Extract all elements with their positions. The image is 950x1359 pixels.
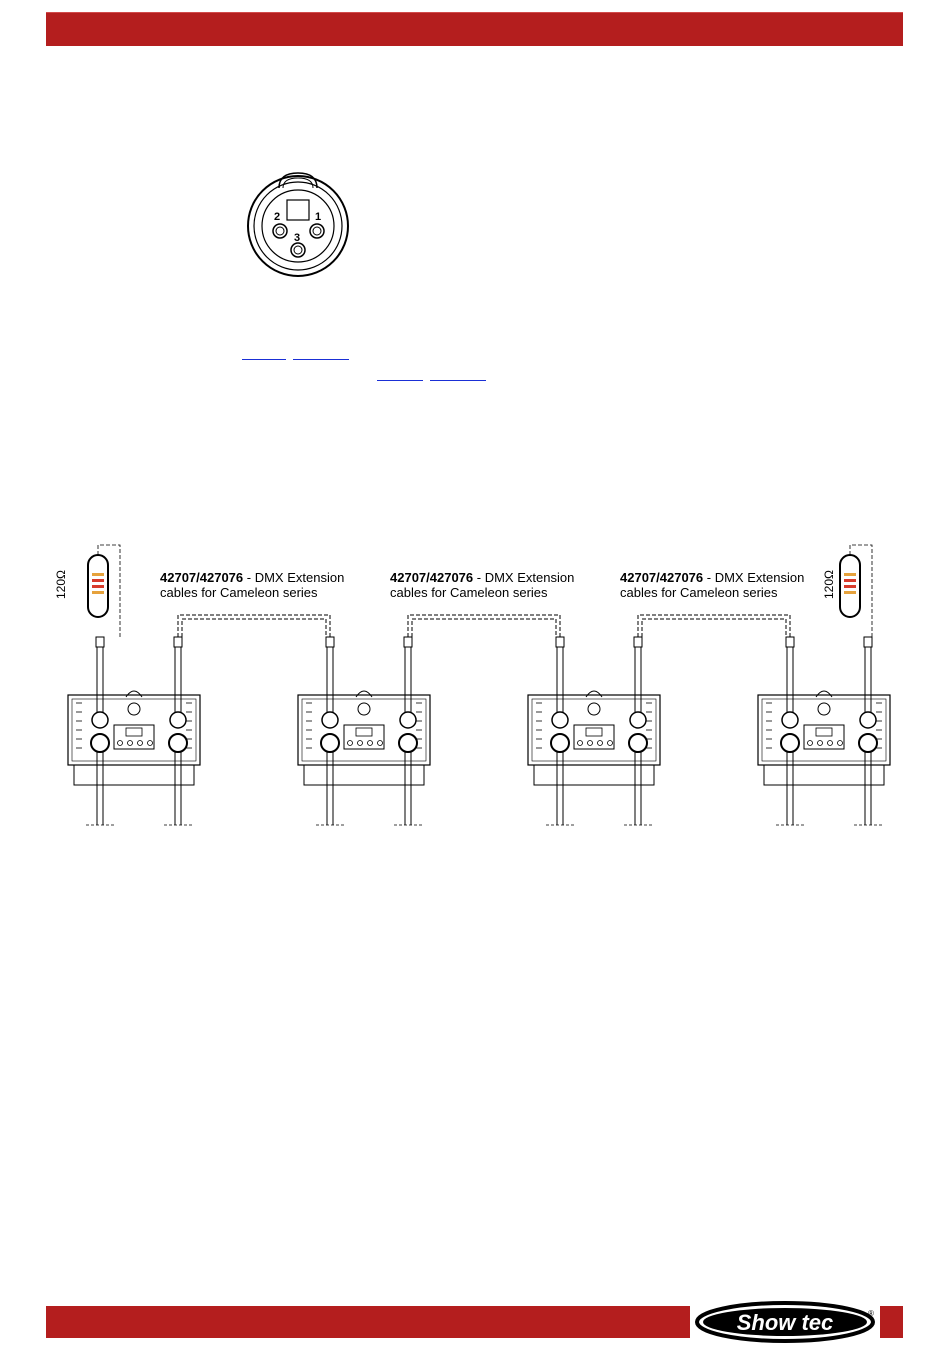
extension-cable-3 bbox=[638, 615, 790, 637]
fixture-4-power-in bbox=[781, 734, 799, 752]
fixture-3-dmx-in bbox=[552, 712, 568, 728]
extension-cable-2 bbox=[408, 615, 560, 637]
fixture-1-power-in bbox=[91, 734, 109, 752]
pin-label-3: 3 bbox=[294, 232, 301, 244]
fixture-2-dmx-out bbox=[400, 712, 416, 728]
fixture-3-power-out bbox=[629, 734, 647, 752]
fixture-4-power-out bbox=[859, 734, 877, 752]
fixture-4-xlr-plug bbox=[864, 637, 872, 647]
terminator-right-band bbox=[844, 573, 856, 576]
fixture-2-xlr-plug bbox=[404, 637, 412, 647]
extension-cable-1 bbox=[178, 615, 330, 637]
xlr-connector-figure bbox=[243, 168, 353, 280]
cable-label-2: 42707/427076 - DMX Extension cables for Cameleon series bbox=[390, 570, 575, 600]
fixture-1-dmx-out bbox=[170, 712, 186, 728]
extension-cable-2 bbox=[412, 619, 556, 637]
pin-label-1: 1 bbox=[315, 211, 322, 223]
pin-label-2: 2 bbox=[274, 211, 281, 223]
link-underline[interactable] bbox=[377, 380, 423, 381]
terminator-right-band bbox=[844, 585, 856, 588]
terminator-left-band bbox=[92, 591, 104, 594]
fixture-1-dmx-in bbox=[92, 712, 108, 728]
svg-text:®: ® bbox=[868, 1309, 874, 1318]
fixture-2-xlr-plug bbox=[326, 637, 334, 647]
fixture-3-xlr-plug bbox=[634, 637, 642, 647]
fixture-1-xlr-plug bbox=[96, 637, 104, 647]
svg-text:Show tec: Show tec bbox=[736, 1310, 834, 1335]
fixture-1-power-out bbox=[169, 734, 187, 752]
fixture-2-power-out bbox=[399, 734, 417, 752]
fixture-1-bracket bbox=[74, 765, 194, 785]
showtec-logo-icon bbox=[690, 1300, 880, 1344]
link-underline[interactable] bbox=[242, 359, 286, 360]
link-underline[interactable] bbox=[293, 359, 349, 360]
fixture-3-dmx-out bbox=[630, 712, 646, 728]
terminator-right-band bbox=[844, 579, 856, 582]
dmx-daisy-chain-diagram bbox=[40, 535, 910, 835]
header-bar bbox=[46, 12, 903, 46]
fixture-2-bracket bbox=[304, 765, 424, 785]
extension-cable-3 bbox=[642, 619, 786, 637]
fixture-3-power-in bbox=[551, 734, 569, 752]
showtec-logo bbox=[690, 1300, 880, 1344]
link-underline[interactable] bbox=[430, 380, 486, 381]
fixture-2-power-in bbox=[321, 734, 339, 752]
resistor-label-left: 120Ω bbox=[54, 570, 68, 599]
fixture-3-xlr-plug bbox=[556, 637, 564, 647]
fixture-4-xlr-plug bbox=[786, 637, 794, 647]
terminator-left-band bbox=[92, 585, 104, 588]
fixture-3-bracket bbox=[534, 765, 654, 785]
cable-label-1: 42707/427076 - DMX Extension cables for Cameleon series bbox=[160, 570, 345, 600]
fixture-4-dmx-in bbox=[782, 712, 798, 728]
terminator-right-band bbox=[844, 591, 856, 594]
fixture-4-bracket bbox=[764, 765, 884, 785]
cable-label-3: 42707/427076 - DMX Extension cables for Cameleon series bbox=[620, 570, 805, 600]
extension-cable-1 bbox=[182, 619, 326, 637]
fixture-1-xlr-plug bbox=[174, 637, 182, 647]
terminator-left-band bbox=[92, 579, 104, 582]
fixture-4-dmx-out bbox=[860, 712, 876, 728]
resistor-label-right: 120Ω bbox=[822, 570, 836, 599]
fixture-2-dmx-in bbox=[322, 712, 338, 728]
terminator-left-band bbox=[92, 573, 104, 576]
